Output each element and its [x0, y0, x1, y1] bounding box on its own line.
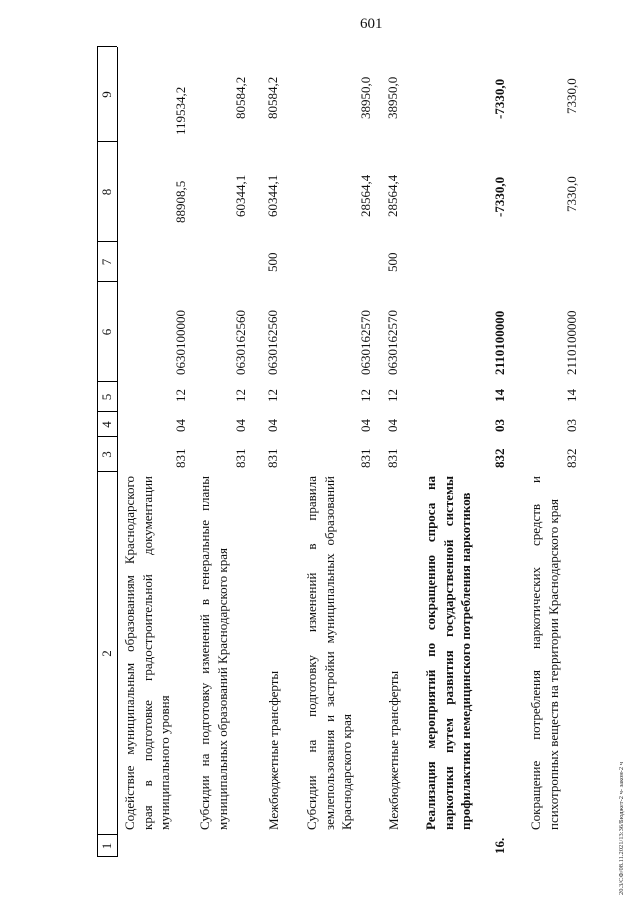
- table-top-rule: [97, 47, 98, 857]
- row-name: Межбюджетные трансферты: [386, 670, 401, 830]
- cell-c9: 38950,0: [385, 76, 400, 119]
- table-row: [527, 47, 585, 857]
- cell-c3: 831: [385, 448, 400, 468]
- column-header: 4: [99, 421, 114, 428]
- column-header: 3: [99, 451, 114, 458]
- cell-c5: 12: [233, 389, 248, 402]
- cell-c3: 831: [358, 448, 373, 468]
- cell-c6: 0630162570: [385, 310, 400, 375]
- cell-c6: 0630162570: [358, 310, 373, 375]
- column-header: 2: [99, 650, 114, 657]
- cell-c7: 500: [265, 252, 280, 272]
- table-row: [196, 47, 254, 857]
- cell-c3: 831: [265, 448, 280, 468]
- cell-c3: 832: [564, 448, 579, 468]
- cell-c4: 04: [233, 419, 248, 432]
- cell-c5: 14: [564, 389, 579, 402]
- column-header: 5: [99, 393, 114, 401]
- cell-c9: 7330,0: [564, 78, 579, 114]
- cell-c3: 832: [492, 448, 507, 468]
- table-row: [265, 47, 287, 857]
- cell-c8: 28564,4: [385, 174, 400, 217]
- cell-c6: 2110100000: [492, 310, 507, 375]
- cell-c5: 12: [173, 389, 188, 402]
- cell-c5: 14: [492, 389, 507, 402]
- cell-c9: 119534,2: [173, 86, 188, 135]
- cell-c4: 04: [173, 419, 188, 432]
- cell-c5: 12: [265, 389, 280, 402]
- page-number: 601: [360, 16, 383, 32]
- column-header: 8: [99, 188, 114, 196]
- cell-c6: 0630100000: [173, 310, 188, 375]
- cell-c5: 12: [358, 389, 373, 402]
- cell-c8: 28564,4: [358, 174, 373, 217]
- cell-c6: 2110100000: [564, 310, 579, 375]
- cell-c5: 12: [385, 389, 400, 402]
- table-row: [303, 47, 379, 857]
- column-header: 9: [99, 91, 114, 98]
- cell-c4: 04: [358, 419, 373, 432]
- cell-c7: 500: [385, 252, 400, 272]
- cell-c9: 80584,2: [233, 76, 248, 119]
- cell-c8: 60344,1: [233, 174, 248, 217]
- budget-table: [97, 47, 617, 857]
- row-name: Реализация мероприятий по сокращению спроса на наркотики путем развития государственной системы профилактики немедицинского потребления наркотиков: [423, 476, 473, 830]
- cell-c4: 04: [265, 419, 280, 432]
- column-header: 1: [99, 842, 114, 850]
- row-name: Субсидии на подготовку изменений в генеральные планы муниципальных образований Краснодарского края: [197, 476, 230, 830]
- column-header: 6: [99, 328, 114, 336]
- row-number: 16.: [492, 837, 507, 854]
- column-header: 7: [99, 258, 114, 266]
- table-row: [121, 47, 192, 857]
- cell-c8: 7330,0: [564, 176, 579, 212]
- cell-c6: 0630162560: [265, 310, 280, 375]
- cell-c4: 03: [564, 419, 579, 432]
- row-name: Субсидии на подготовку изменений в правила землепользования и застройки муниципальных образований Краснодарского края: [304, 476, 354, 830]
- table-row: [422, 47, 514, 857]
- row-name: Содействие муниципальным образованиям Краснодарского края в подготовке градостроительной документации муниципального уровня: [122, 476, 172, 830]
- cell-c6: 0630162560: [233, 310, 248, 375]
- row-name: Межбюджетные трансферты: [266, 670, 281, 830]
- cell-c3: 831: [233, 448, 248, 468]
- cell-c8: 88908,5: [173, 180, 188, 223]
- file-path-note: 20.3/СФ/08.11.2021/13:36/Бюджет-2 ч- закон-2 ч: [618, 762, 625, 895]
- cell-c9: -7330,0: [492, 78, 507, 119]
- cell-c4: 04: [385, 419, 400, 432]
- table-header-rule: [117, 47, 118, 857]
- cell-c4: 03: [492, 419, 507, 432]
- row-name: Сокращение потребления наркотических средств и психотропных веществ на территории Краснодарского края: [528, 476, 561, 830]
- cell-c8: 60344,1: [265, 174, 280, 217]
- cell-c9: 80584,2: [265, 76, 280, 119]
- table-row: [385, 47, 407, 857]
- cell-c9: 38950,0: [358, 76, 373, 119]
- cell-c8: -7330,0: [492, 176, 507, 217]
- cell-c3: 831: [173, 448, 188, 468]
